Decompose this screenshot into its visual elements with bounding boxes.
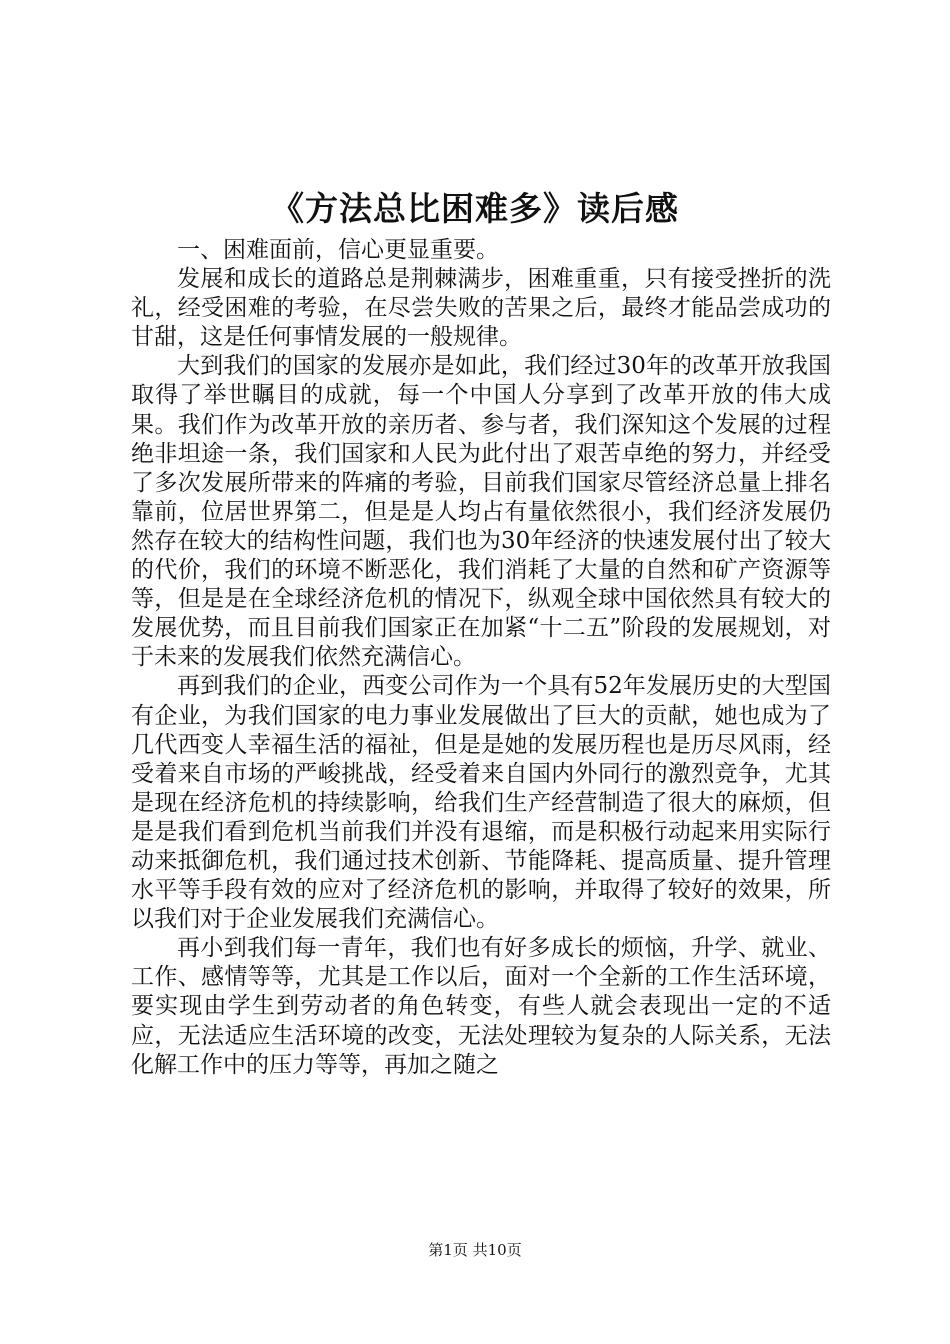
paragraph-3: 大到我们的国家的发展亦是如此，我们经过30年的改革开放我国取得了举世瞩目的成就，每一个中国人分享到了改革开放的伟大成果。我们作为改革开放的亲历者、参与者，我们深知这个发展的过程绝非坦途一条，我们国家和人民为此付出了艰苦卓绝的努力，并经受了多次发展所带来的阵痛的考验，目前我们国家尽管经济总量上排名靠前，位居世界第二，但是是人均占有量依然很小，我们经济发展仍然存在较大的结构性问题，我们也为30年经济的快速发展付出了较大的代价，我们的环境不断恶化，我们消耗了大量的自然和矿产资源等等，但是是在全球经济危机的情况下，纵观全球中国依然具有较大的发展优势，而且目前我们国家正在加紧“十二五”阶段的发展规划，对于未来的发展我们依然充满信心。: [131, 353, 831, 671]
paragraph-4: 再到我们的企业，西变公司作为一个具有52年发展历史的大型国有企业，为我们国家的电力事业发展做出了巨大的贡献，她也成为了几代西变人幸福生活的福祉，但是是她的发展历程也是历尽风雨，经受着来自市场的严峻挑战，经受着来自国内外同行的激烈竞争，尤其是现在经济危机的持续影响，给我们生产经营制造了很大的麻烦，但是是我们看到危机当前我们并没有退缩，而是积极行动起来用实际行动来抵御危机，我们通过技术创新、节能降耗、提高质量、提升管理水平等手段有效的应对了经济危机的影响，并取得了较好的效果，所以我们对于企业发展我们充满信心。: [131, 673, 831, 933]
paragraph-5: 再小到我们每一青年，我们也有好多成长的烦恼，升学、就业、工作、感情等等，尤其是工作以后，面对一个全新的工作生活环境，要实现由学生到劳动者的角色转变，有些人就会表现出一定的不适应，无法适应生活环境的改变，无法处理较为复杂的人际关系，无法化解工作中的压力等等，再加之随之: [131, 935, 831, 1078]
paragraph-heading-1: 一、困难面前，信心更显重要。: [177, 237, 499, 263]
paragraph-2: 发展和成长的道路总是荆棘满步，困难重重，只有接受挫折的洗礼，经受困难的考验，在尽尝失败的苦果之后，最终才能品尝成功的甘甜，这是任何事情发展的一般规律。: [131, 266, 831, 351]
document-body: [131, 236, 831, 1080]
document-title: 《方法总比困难多》读后感: [271, 189, 679, 228]
page-number-footer: 第1页 共10页: [428, 1241, 522, 1259]
